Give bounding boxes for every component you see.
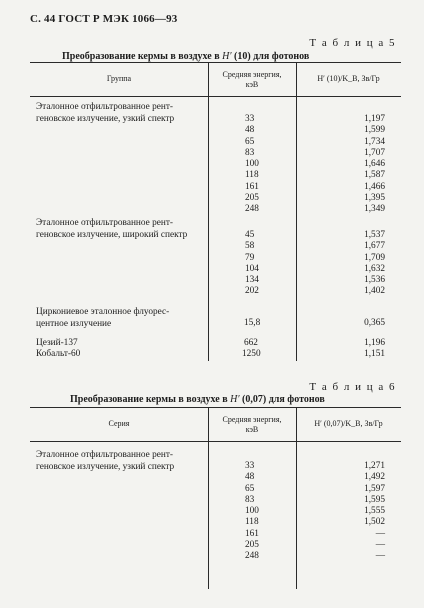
table5-group-1-name: Эталонное отфильтрованное рент- геновское излучение, узкий спектр (36, 102, 175, 124)
table5-header-rule (30, 96, 401, 97)
table6-header-rule (30, 441, 401, 442)
table5-group-2-name: Эталонное отфильтрованное рент- геновское излучение, широкий спектр (36, 218, 188, 240)
table5-group-5-name: Кобальт-60 (36, 349, 81, 359)
table5-group-2-values: 1,537 1,677 1,709 1,632 1,536 1,402 (364, 230, 385, 297)
table5-group-5-energies: 1250 (242, 349, 261, 359)
table5 (30, 62, 401, 362)
table5-top-rule (30, 62, 401, 63)
table6-group-1-name: Эталонное отфильтрованное рент- геновское излучение, узкий спектр (36, 450, 175, 472)
table6 (30, 407, 401, 592)
table5-group-2-energies: 45 58 79 104 134 202 (245, 230, 259, 297)
table5-group-4-name: Цезий-137 (36, 338, 78, 348)
table5-group-5-values: 1,151 (364, 349, 385, 359)
table5-group-4-values: 1,196 (364, 338, 385, 348)
page-header: С. 44 ГОСТ Р МЭК 1066—93 (30, 13, 178, 25)
table5-group-4-energies: 662 (244, 338, 258, 348)
table5-group-3-energies: 15,8 (244, 318, 261, 328)
table5-col-divider-1-body (208, 96, 209, 361)
table6-title: Преобразование кермы в воздухе в H′ (0,07) для фотонов (70, 394, 325, 405)
table5-header-energy: Средняя энергия, кэВ (222, 70, 282, 89)
table6-col-divider-2-body (296, 441, 297, 589)
table5-col-divider-2-body (296, 96, 297, 361)
table5-group-1-energies: 33 48 65 83 100 118 161 205 248 (245, 114, 259, 215)
table6-header-group: Серия (108, 419, 130, 428)
table5-header-ratio: H′ (10)/K_B, Зв/Гр (317, 74, 380, 83)
table6-group-1-energies: 33 48 65 83 100 118 161 205 248 (245, 461, 259, 562)
table6-top-rule (30, 407, 401, 408)
table5-group-3-name: Циркониевое эталонное флуорес- центное излучение (36, 307, 170, 329)
table5-group-1-values: 1,197 1,599 1,734 1,707 1,646 1,587 1,466 1,395 1,349 (364, 114, 385, 215)
table6-header-ratio: H′ (0,07)/K_B, Зв/Гр (314, 419, 383, 428)
table6-col-divider-1-body (208, 441, 209, 589)
table6-label: Т а б л и ц а 6 (309, 381, 396, 393)
table5-header-group: Группа (106, 74, 132, 83)
table5-title: Преобразование кермы в воздухе в H′ (10) для фотонов (62, 51, 310, 62)
table5-group-3-values: 0,365 (364, 318, 385, 328)
table6-group-1-values: 1,271 1,492 1,597 1,595 1,555 1,502 — — — (364, 461, 385, 562)
table6-header-energy: Средняя энергия, кэВ (222, 415, 282, 434)
table5-label: Т а б л и ц а 5 (309, 37, 396, 49)
